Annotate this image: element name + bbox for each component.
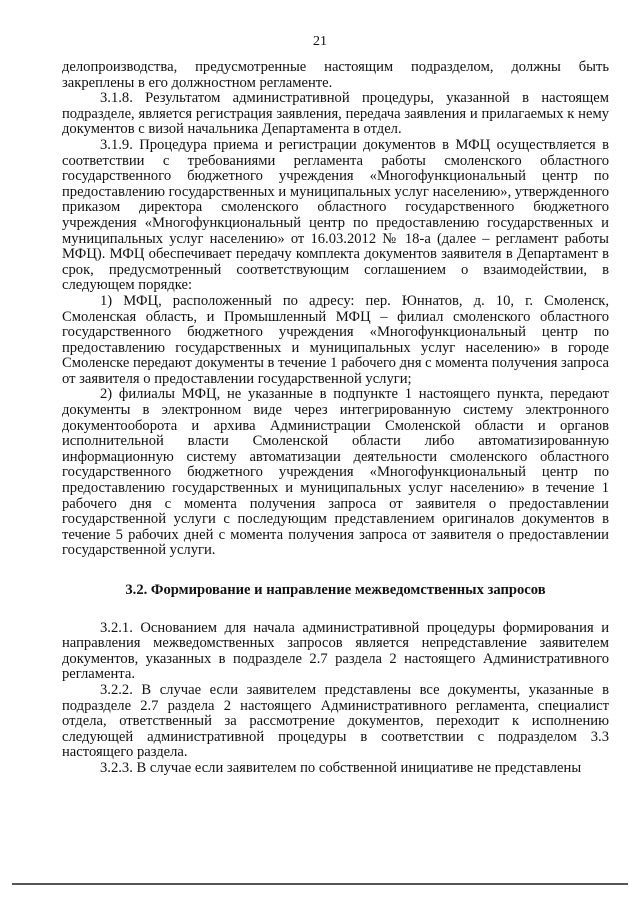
paragraph-3-1-8: 3.1.8. Результатом административной процедуры, указанной в настоящем подразделе, является регистрация заявления, передача заявления и прилагаемых к нему документов с визой начальника Департамента в отдел.	[62, 90, 609, 138]
paragraph-continuation: делопроизводства, предусмотренные настоящим подразделом, должны быть закреплены в его должностном регламенте.	[62, 59, 609, 91]
paragraph-3-2-1: 3.2.1. Основанием для начала административной процедуры формирования и направления межведомственных запросов является непредставление заявителем документов, указанных в подразделе 2.7 раздела 2 настоящего Административного регламента.	[62, 619, 609, 683]
section-heading: 3.2. Формирование и направление межведомственных запросов	[125, 582, 546, 598]
list-item-2: 2) филиалы МФЦ, не указанные в подпункте 1 настоящего пункта, передают документы в электронном виде через интегрированную систему электронного документооборота и архива Администрации Смоленской области и органов исполнительной власти Смоленской области либо автоматизированную информационную систему автоматизации деятельности смоленского областного государственного бюджетного учреждения «Многофункциональный центр по предоставлению государственных и муниципальных услуг населению» в течение 1 рабочего дня с момента получения запроса от заявителя о предоставлении государственной услуги с последующим представлением оригиналов документов в течение 5 рабочих дней с момента получения запроса от заявителя о предоставлении государственной услуги.	[62, 386, 609, 559]
bottom-divider	[12, 883, 628, 885]
document-body	[62, 60, 609, 777]
paragraph-3-1-9: 3.1.9. Процедура приема и регистрации документов в МФЦ осуществляется в соответствии с требованиями регламента работы смоленского областного государственного бюджетного учреждения «Многофункциональный центр по предоставлению государственных и муниципальных услуг населению», утвержденного приказом директора смоленского областного государственного бюджетного учреждения «Многофункциональный центр по предоставлению государственных и муниципальных услуг населению» от 16.03.2012 № 18-а (далее – регламент работы МФЦ). МФЦ обеспечивает передачу комплекта документов заявителя в Департамент в срок, предусмотренный соответствующим соглашением о взаимодействии, в следующем порядке:	[62, 136, 609, 294]
list-item-1: 1) МФЦ, расположенный по адресу: пер. Юннатов, д. 10, г. Смоленск, Смоленская область, и Промышленный МФЦ – филиал смоленского областного государственного бюджетного учреждения «Многофункциональный центр по предоставлению государственных и муниципальных услуг населению» в городе Смоленске передают документы в течение 1 рабочего дня с момента получения запроса от заявителя о предоставлении государственной услуги;	[62, 292, 610, 387]
paragraph-3-2-2: 3.2.2. В случае если заявителем представлены все документы, указанные в подразделе 2.7 раздела 2 настоящего Административного регламента, специалист отдела, ответственный за рассмотрение документов, переходит к исполнению следующей административной процедуры в соответствии с подразделом 3.3 настоящего раздела.	[62, 681, 609, 761]
page-number: 21	[313, 34, 327, 49]
paragraph-3-2-3: 3.2.3. В случае если заявителем по собственной инициативе не представлены	[100, 759, 582, 776]
